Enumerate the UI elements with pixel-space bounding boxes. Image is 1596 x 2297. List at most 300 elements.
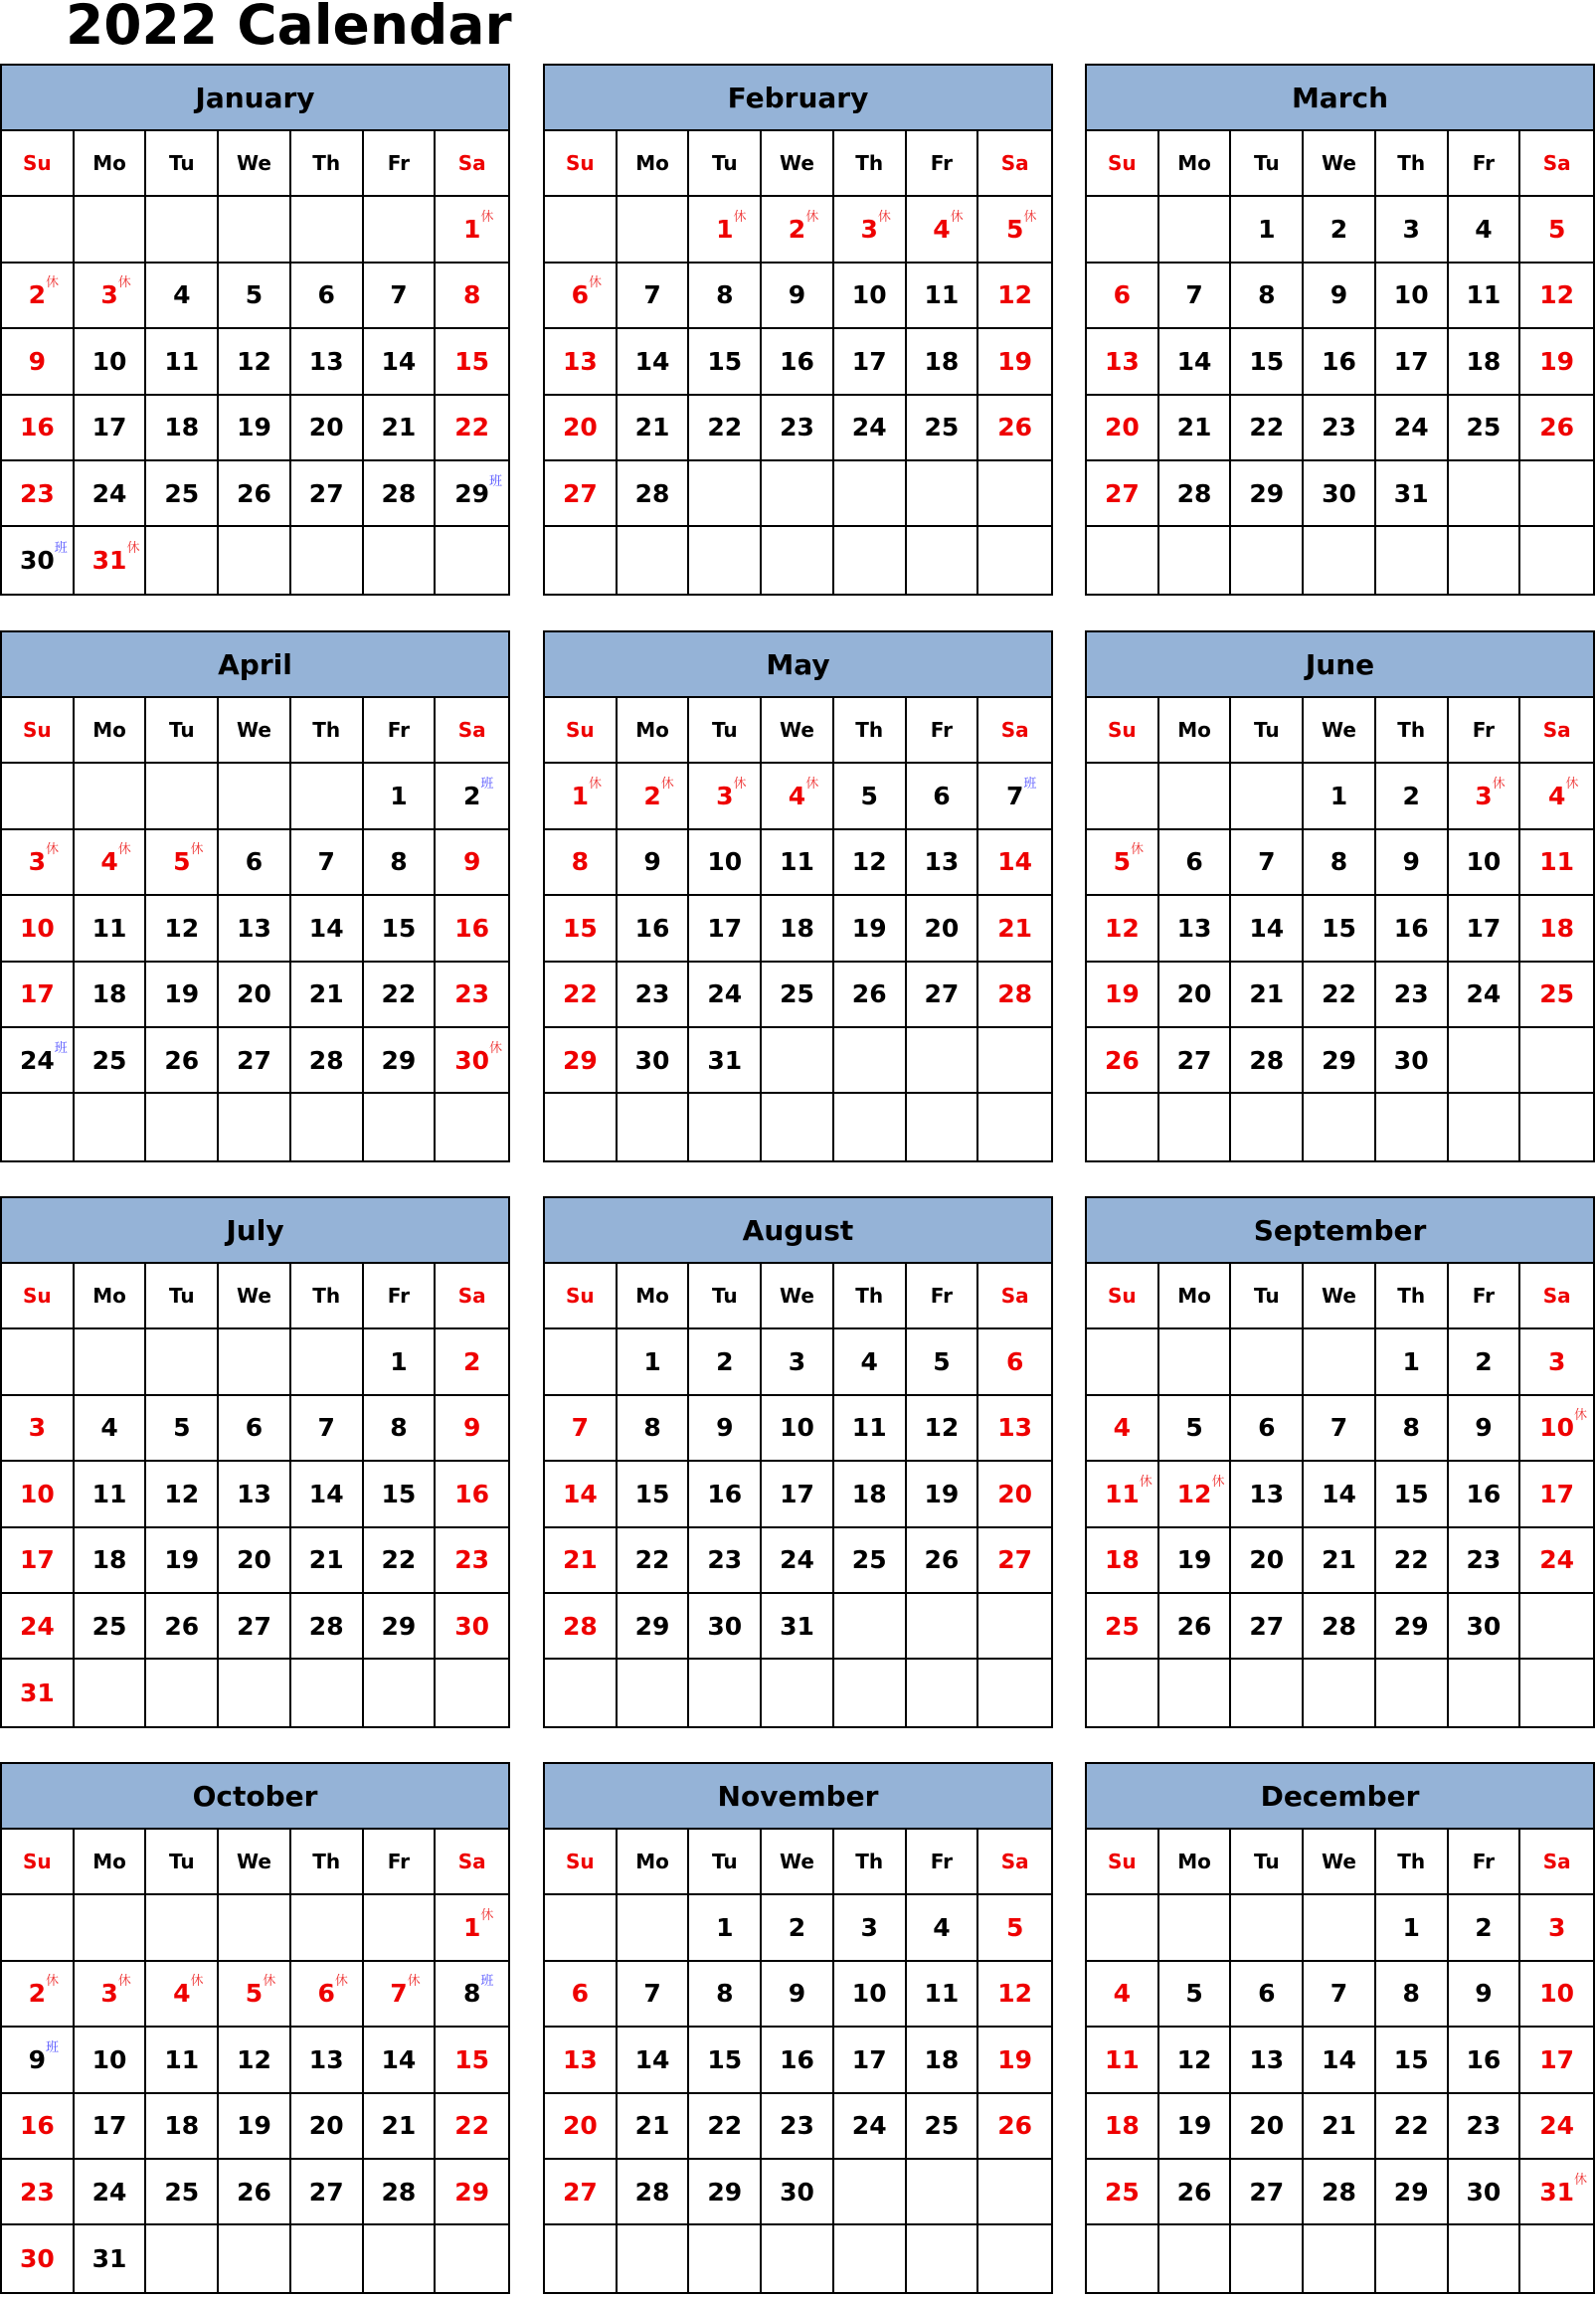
day-cell — [618, 2094, 690, 2160]
weekday-header — [436, 1264, 508, 1329]
weekday-label: Sa — [1542, 1284, 1571, 1309]
day-cell — [1159, 1028, 1232, 1094]
day-number: 16 — [19, 413, 55, 442]
day-cell — [364, 396, 437, 461]
empty-cell — [291, 197, 364, 263]
day-cell — [1449, 1528, 1521, 1594]
day-number: 25 — [91, 1611, 127, 1641]
day-cell — [2, 396, 75, 461]
day-cell — [1159, 1462, 1232, 1527]
day-cell — [146, 396, 219, 461]
day-number: 9 — [462, 1413, 481, 1443]
day-number: 30 — [780, 2177, 814, 2207]
day-number: 28 — [1322, 1611, 1356, 1641]
day-number: 24 — [1466, 979, 1502, 1009]
empty-cell — [1231, 1660, 1304, 1725]
day-number: 1 — [1330, 782, 1348, 811]
day-number: 7 休 — [390, 1974, 421, 2009]
day-cell — [2, 1028, 75, 1094]
day-cell — [1159, 830, 1232, 896]
day-cell — [75, 963, 147, 1028]
day-number: 19 — [164, 1545, 200, 1575]
empty-cell — [1520, 1660, 1593, 1725]
empty-cell — [1231, 2225, 1304, 2291]
day-number: 26 — [1539, 413, 1575, 442]
day-cell — [1449, 329, 1521, 395]
weekday-label: Fr — [387, 151, 411, 176]
day-cell — [364, 764, 437, 829]
day-cell — [436, 1528, 508, 1594]
day-number: 30 — [1393, 1045, 1429, 1075]
weekday-header — [834, 131, 907, 197]
day-cell — [219, 1594, 291, 1660]
day-number: 5 — [1185, 1413, 1203, 1443]
day-number: 17 — [91, 2111, 127, 2141]
weekday-header — [2, 131, 75, 197]
day-cell — [1304, 1396, 1376, 1462]
day-number: 23 — [634, 979, 670, 1009]
day-cell — [545, 1028, 618, 1094]
day-cell — [1304, 461, 1376, 527]
workday-mark: 班 — [54, 541, 68, 557]
weekday-header — [545, 131, 618, 197]
day-number: 6 — [1258, 1979, 1276, 2009]
day-number: 21 — [381, 2111, 417, 2141]
day-number: 2 — [1330, 215, 1348, 245]
day-number: 27 — [308, 2177, 344, 2207]
empty-cell — [1159, 527, 1232, 593]
day-number: 22 — [1393, 2111, 1429, 2141]
day-cell — [1087, 329, 1159, 395]
day-number: 13 — [237, 913, 271, 943]
weekday-label: Tu — [711, 1284, 738, 1309]
weekday-header — [146, 1264, 219, 1329]
day-cell — [291, 2160, 364, 2225]
day-cell — [689, 2094, 762, 2160]
day-cell — [762, 197, 834, 263]
day-number: 18 — [1539, 913, 1575, 943]
day-cell — [1304, 396, 1376, 461]
month-october — [0, 1762, 510, 2294]
weekday-header — [436, 1830, 508, 1895]
weekday-label: Mo — [92, 151, 126, 176]
empty-cell — [978, 2160, 1051, 2225]
day-cell — [219, 1528, 291, 1594]
empty-cell — [907, 2225, 979, 2291]
day-number: 3 休 — [100, 1974, 131, 2009]
day-number: 8 — [1258, 280, 1276, 310]
holiday-mark: 休 — [46, 275, 60, 291]
weekday-label: Su — [566, 1850, 595, 1874]
holiday-mark: 休 — [1492, 777, 1506, 793]
day-cell — [689, 2028, 762, 2093]
empty-cell — [219, 197, 291, 263]
day-number: 28 — [381, 2177, 417, 2207]
weekday-label: Sa — [457, 718, 486, 743]
day-cell — [618, 764, 690, 829]
day-number: 21 — [1322, 1545, 1356, 1575]
day-cell — [689, 1594, 762, 1660]
day-cell — [1159, 396, 1232, 461]
day-number: 25 — [1539, 979, 1575, 1009]
day-number: 12 — [237, 2044, 271, 2074]
empty-cell — [834, 2160, 907, 2225]
day-number: 15 — [1322, 913, 1356, 943]
day-number: 15 — [381, 913, 417, 943]
empty-cell — [1231, 1329, 1304, 1395]
day-cell — [75, 2094, 147, 2160]
weekday-label: Su — [566, 151, 595, 176]
month-april — [0, 630, 510, 1162]
day-number: 6 休 — [317, 1974, 348, 2009]
weekday-header — [689, 1264, 762, 1329]
empty-cell — [907, 1028, 979, 1094]
weekday-label: Mo — [92, 1850, 126, 1874]
day-number: 9 — [643, 847, 661, 877]
day-number: 7 — [1330, 1979, 1348, 2009]
day-cell — [1376, 1028, 1449, 1094]
day-number: 18 — [164, 413, 200, 442]
day-number: 6 — [245, 847, 264, 877]
day-number: 24 — [1539, 2111, 1575, 2141]
day-number: 29 — [1393, 2177, 1429, 2207]
day-cell — [146, 461, 219, 527]
day-cell — [1231, 396, 1304, 461]
day-number: 19 — [997, 346, 1033, 376]
weekday-label: We — [1322, 1850, 1356, 1874]
workday-mark: 班 — [480, 777, 494, 793]
day-number: 26 — [1104, 1045, 1140, 1075]
day-number: 13 — [1249, 1479, 1285, 1508]
day-cell — [291, 461, 364, 527]
day-cell — [907, 896, 979, 962]
day-number: 23 — [707, 1545, 743, 1575]
day-cell — [75, 264, 147, 329]
day-number: 16 — [780, 2044, 814, 2074]
day-number: 1 — [390, 1347, 408, 1377]
day-cell — [75, 329, 147, 395]
day-number: 2 班 — [462, 777, 494, 811]
day-cell — [689, 1396, 762, 1462]
day-number: 31 — [780, 1611, 814, 1641]
day-cell — [1159, 963, 1232, 1028]
day-cell — [978, 963, 1051, 1028]
weekday-header — [1449, 1830, 1521, 1895]
day-number: 2 — [462, 1347, 481, 1377]
weekday-label: Su — [1108, 1284, 1137, 1309]
day-number: 13 — [308, 346, 344, 376]
day-number: 27 — [1249, 2177, 1285, 2207]
day-number: 15 — [707, 346, 743, 376]
day-number: 17 — [1393, 346, 1429, 376]
empty-cell — [618, 1895, 690, 1961]
day-number: 6 — [933, 782, 951, 811]
month-grid — [545, 698, 1051, 1160]
weekday-header — [762, 1830, 834, 1895]
day-number: 10 — [780, 1413, 814, 1443]
weekday-header — [1087, 1264, 1159, 1329]
day-number: 18 — [91, 979, 127, 1009]
day-number: 25 — [91, 1045, 127, 1075]
day-number: 24 — [1539, 1545, 1575, 1575]
day-cell — [907, 1528, 979, 1594]
day-cell — [545, 764, 618, 829]
day-cell — [1520, 830, 1593, 896]
day-cell — [1087, 1028, 1159, 1094]
day-cell — [978, 2094, 1051, 2160]
weekday-header — [907, 698, 979, 764]
day-number: 30 休 — [454, 1040, 503, 1075]
empty-cell — [978, 1094, 1051, 1159]
empty-cell — [1087, 197, 1159, 263]
weekday-header — [1449, 698, 1521, 764]
day-cell — [834, 1962, 907, 2028]
weekday-label: We — [1322, 1284, 1356, 1309]
empty-cell — [834, 1660, 907, 1725]
day-cell — [689, 1962, 762, 2028]
day-number: 22 — [562, 979, 598, 1009]
month-grid — [1087, 698, 1593, 1160]
empty-cell — [1449, 2225, 1521, 2291]
day-cell — [1159, 1528, 1232, 1594]
day-number: 1 — [390, 782, 408, 811]
empty-cell — [1159, 1660, 1232, 1725]
day-number: 27 — [308, 478, 344, 508]
day-number: 27 — [1104, 478, 1140, 508]
day-cell — [75, 396, 147, 461]
empty-cell — [1159, 2225, 1232, 2291]
holiday-mark: 休 — [407, 1974, 421, 1990]
day-number: 27 — [1176, 1045, 1212, 1075]
empty-cell — [618, 1094, 690, 1159]
day-number: 31 休 — [91, 541, 140, 576]
empty-cell — [1159, 764, 1232, 829]
day-cell — [1304, 896, 1376, 962]
day-number: 7 — [643, 1979, 661, 2009]
month-grid — [545, 131, 1051, 594]
day-number: 20 — [1176, 979, 1212, 1009]
day-number: 18 — [924, 2044, 960, 2074]
empty-cell — [1087, 764, 1159, 829]
weekday-header — [1304, 1264, 1376, 1329]
empty-cell — [291, 764, 364, 829]
day-number: 3 — [1547, 1913, 1566, 1943]
day-cell — [291, 1028, 364, 1094]
day-cell — [436, 396, 508, 461]
day-number: 20 — [1249, 2111, 1285, 2141]
day-cell — [689, 264, 762, 329]
day-cell — [978, 1895, 1051, 1961]
day-cell — [75, 2225, 147, 2291]
day-cell — [1449, 830, 1521, 896]
weekday-header — [618, 131, 690, 197]
empty-cell — [1304, 1329, 1376, 1395]
day-number: 9 — [1402, 847, 1420, 877]
day-number: 3 休 — [28, 842, 60, 877]
day-cell — [219, 2028, 291, 2093]
empty-cell — [618, 527, 690, 593]
day-cell — [1376, 329, 1449, 395]
day-number: 15 — [454, 2044, 490, 2074]
weekday-label: Sa — [1000, 151, 1029, 176]
empty-cell — [1087, 1895, 1159, 1961]
day-cell — [618, 2028, 690, 2093]
day-number: 5 — [1005, 1913, 1024, 1943]
day-number: 1 休 — [716, 210, 747, 245]
empty-cell — [907, 527, 979, 593]
day-cell — [146, 329, 219, 395]
weekday-label: Fr — [930, 718, 954, 743]
weekday-header — [618, 1830, 690, 1895]
day-number: 13 — [997, 1413, 1033, 1443]
day-cell — [689, 1028, 762, 1094]
day-number: 14 — [381, 2044, 417, 2074]
day-cell — [75, 2028, 147, 2093]
day-number: 9 — [788, 280, 806, 310]
day-cell — [1520, 2028, 1593, 2093]
weekday-label: We — [1322, 151, 1356, 176]
day-number: 22 — [381, 1545, 417, 1575]
day-cell — [1376, 2160, 1449, 2225]
empty-cell — [1376, 2225, 1449, 2291]
day-number: 12 — [997, 1979, 1033, 2009]
day-cell — [618, 1594, 690, 1660]
day-cell — [364, 2160, 437, 2225]
day-number: 30 — [454, 1611, 490, 1641]
day-number: 23 — [19, 2177, 55, 2207]
empty-cell — [146, 1660, 219, 1725]
day-cell — [2, 2160, 75, 2225]
day-cell — [1231, 896, 1304, 962]
day-cell — [436, 1462, 508, 1527]
month-grid — [1087, 131, 1593, 594]
day-number: 25 — [1104, 2177, 1140, 2207]
empty-cell — [762, 461, 834, 527]
day-cell — [545, 1462, 618, 1527]
day-number: 11 — [1466, 280, 1502, 310]
empty-cell — [689, 1094, 762, 1159]
weekday-header — [834, 698, 907, 764]
day-number: 9 — [1475, 1413, 1493, 1443]
day-cell — [1304, 1528, 1376, 1594]
weekday-header — [2, 1830, 75, 1895]
day-cell — [1449, 1462, 1521, 1527]
workday-mark: 班 — [46, 2039, 60, 2055]
day-number: 2 休 — [28, 275, 60, 310]
day-cell — [762, 1396, 834, 1462]
weekday-header — [291, 1264, 364, 1329]
empty-cell — [978, 1028, 1051, 1094]
day-cell — [1376, 896, 1449, 962]
day-cell — [75, 527, 147, 593]
day-cell — [2, 1594, 75, 1660]
empty-cell — [1376, 1094, 1449, 1159]
day-cell — [219, 896, 291, 962]
day-cell — [1087, 1962, 1159, 2028]
month-title: April — [2, 632, 508, 698]
day-cell — [1087, 396, 1159, 461]
day-number: 14 — [634, 2044, 670, 2074]
day-cell — [364, 963, 437, 1028]
weekday-header — [834, 1830, 907, 1895]
day-number: 28 — [1249, 1045, 1285, 1075]
day-cell — [2, 1528, 75, 1594]
day-cell — [364, 1396, 437, 1462]
day-cell — [545, 329, 618, 395]
day-cell — [689, 764, 762, 829]
day-number: 13 — [924, 847, 960, 877]
day-cell — [1231, 461, 1304, 527]
day-number: 18 — [1104, 2111, 1140, 2141]
day-cell — [834, 830, 907, 896]
day-cell — [1087, 1462, 1159, 1527]
empty-cell — [146, 1895, 219, 1961]
day-number: 11 — [1539, 847, 1575, 877]
day-cell — [978, 197, 1051, 263]
month-title: November — [545, 1764, 1051, 1830]
day-number: 27 — [997, 1545, 1033, 1575]
weekday-label: Tu — [168, 1850, 195, 1874]
day-number: 2 休 — [643, 777, 674, 811]
empty-cell — [2, 1094, 75, 1159]
weekday-header — [689, 698, 762, 764]
day-cell — [146, 1396, 219, 1462]
day-cell — [219, 963, 291, 1028]
day-number: 18 — [851, 1479, 887, 1508]
day-cell — [1376, 1396, 1449, 1462]
day-cell — [291, 1396, 364, 1462]
day-number: 12 休 — [1176, 1474, 1225, 1508]
day-cell — [1231, 1594, 1304, 1660]
day-number: 31 — [1393, 478, 1429, 508]
day-number: 10 — [19, 913, 55, 943]
empty-cell — [291, 1094, 364, 1159]
weekday-header — [1231, 131, 1304, 197]
weekday-header — [545, 698, 618, 764]
day-number: 30 — [634, 1045, 670, 1075]
day-number: 5 — [860, 782, 878, 811]
holiday-mark: 休 — [805, 777, 819, 793]
holiday-mark: 休 — [660, 777, 674, 793]
weekday-header — [291, 131, 364, 197]
day-number: 1 — [1402, 1347, 1420, 1377]
day-number: 29 — [381, 1611, 417, 1641]
day-number: 2 — [1402, 782, 1420, 811]
day-cell — [146, 1028, 219, 1094]
day-number: 3 — [28, 1413, 47, 1443]
month-title: June — [1087, 632, 1593, 698]
day-cell — [762, 2094, 834, 2160]
weekday-header — [1087, 698, 1159, 764]
weekday-header — [291, 698, 364, 764]
empty-cell — [219, 1895, 291, 1961]
empty-cell — [364, 197, 437, 263]
month-january — [0, 64, 510, 596]
day-number: 12 — [997, 280, 1033, 310]
day-cell — [762, 764, 834, 829]
day-cell — [618, 830, 690, 896]
day-number: 19 — [237, 413, 271, 442]
weekday-label: Su — [23, 1850, 52, 1874]
day-cell — [907, 830, 979, 896]
day-cell — [436, 963, 508, 1028]
day-number: 18 — [1466, 346, 1502, 376]
weekday-header — [1376, 698, 1449, 764]
day-cell — [291, 1528, 364, 1594]
day-number: 4 — [173, 280, 191, 310]
day-cell — [291, 830, 364, 896]
empty-cell — [291, 527, 364, 593]
